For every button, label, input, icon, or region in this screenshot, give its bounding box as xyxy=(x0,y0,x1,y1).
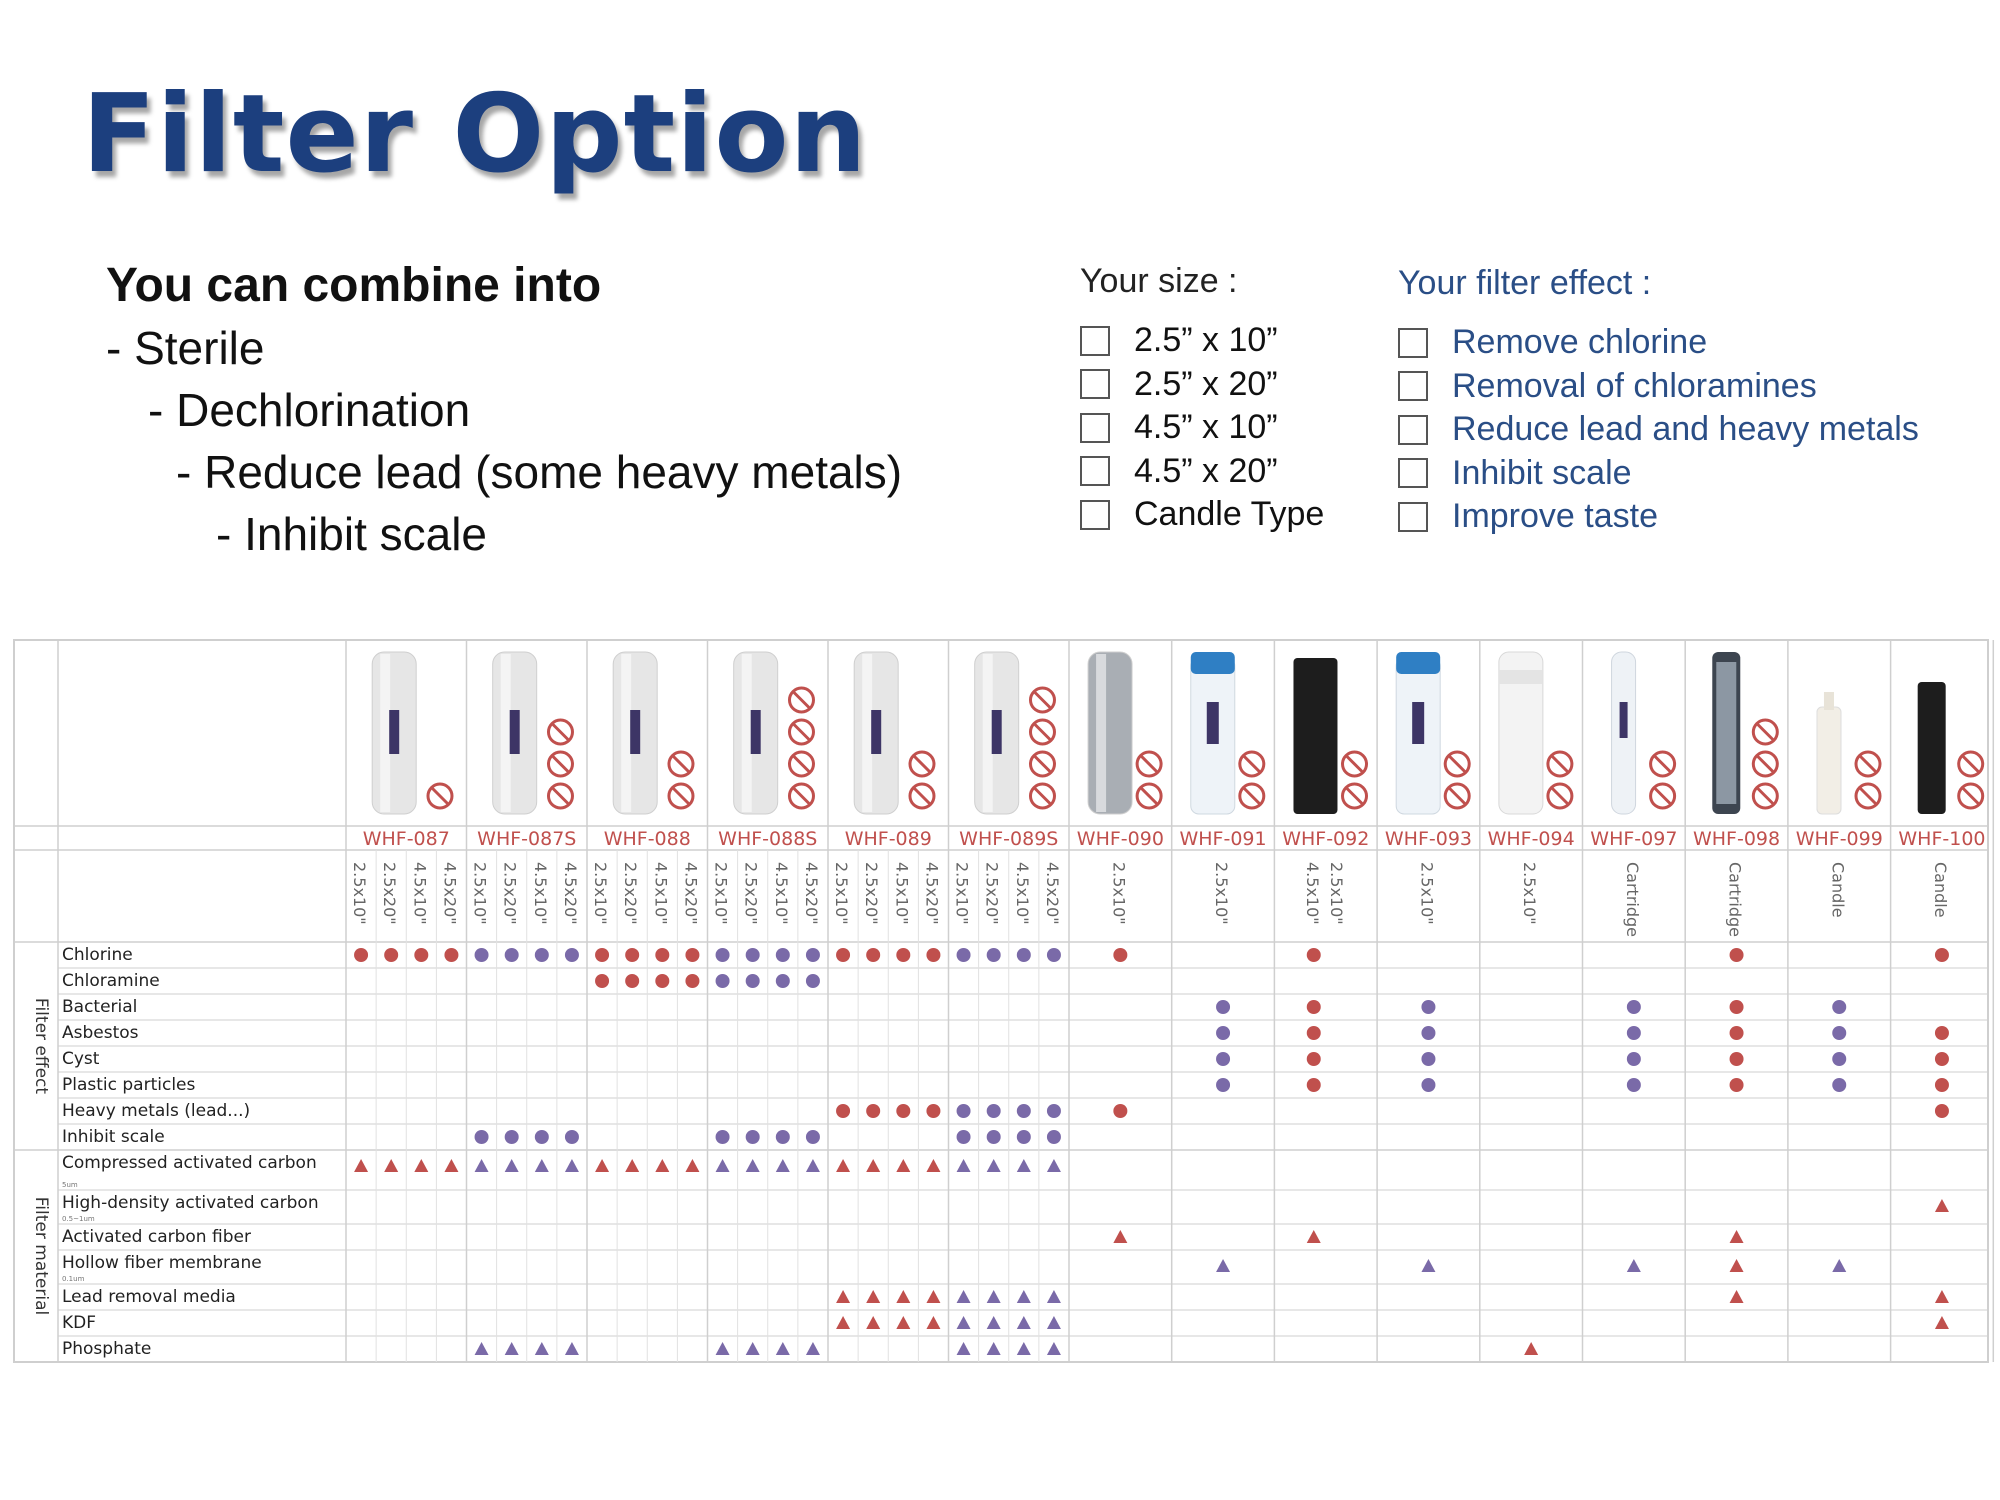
brand-label-icon xyxy=(1412,702,1424,744)
size-label: 2.5x10" xyxy=(350,862,370,925)
size-option-label: 4.5” x 20” xyxy=(1134,451,1278,490)
model-name: WHF-099 xyxy=(1795,828,1883,850)
mark-dot xyxy=(595,948,609,962)
mark-dot xyxy=(1421,1052,1435,1066)
mark-dot xyxy=(595,974,609,988)
model-name: WHF-092 xyxy=(1282,828,1370,850)
group-label-filter-effect: Filter effect xyxy=(31,997,51,1095)
mark-dot xyxy=(1307,1052,1321,1066)
mark-dot xyxy=(565,1130,579,1144)
mark-dot xyxy=(1307,948,1321,962)
mark-dot xyxy=(1935,948,1949,962)
mark-dot xyxy=(716,974,730,988)
brand-label-icon xyxy=(630,710,640,754)
mark-dot xyxy=(444,948,458,962)
combine-item-dechlorination: - Dechlorination xyxy=(148,384,471,436)
mark-dot xyxy=(1730,948,1744,962)
mark-dot xyxy=(776,1130,790,1144)
size-label: 2.5x10" xyxy=(711,862,731,925)
size-label: 2.5x10" xyxy=(952,862,972,925)
size-label: 4.5x10" xyxy=(771,862,791,925)
size-label: 4.5x10" xyxy=(651,862,671,925)
mark-dot xyxy=(1730,1026,1744,1040)
mark-dot xyxy=(776,974,790,988)
size-label: 2.5x20" xyxy=(862,862,882,925)
row-label: Heavy metals (lead...) xyxy=(62,1101,251,1121)
mark-dot xyxy=(1017,1104,1031,1118)
effect-option-label: Reduce lead and heavy metals xyxy=(1452,410,1919,449)
mark-dot xyxy=(836,1104,850,1118)
size-label: 4.5x20" xyxy=(560,862,580,925)
mark-dot xyxy=(1832,1026,1846,1040)
mark-dot xyxy=(987,1104,1001,1118)
cartridge-cap xyxy=(1396,652,1440,674)
mark-dot xyxy=(475,1130,489,1144)
size-heading: Your size : xyxy=(1080,262,1238,300)
mark-dot xyxy=(1935,1104,1949,1118)
mark-dot xyxy=(1047,948,1061,962)
mark-dot xyxy=(1307,1000,1321,1014)
size-label: 2.5x10" xyxy=(470,862,490,925)
size-label: 4.5x10" xyxy=(530,862,550,925)
cartridge-core xyxy=(1716,662,1736,804)
group-label-filter-material: Filter material xyxy=(31,1196,51,1316)
size-option-label: 4.5” x 10” xyxy=(1134,408,1278,447)
size-label: 4.5x10" xyxy=(410,862,430,925)
row-note: 5um xyxy=(62,1181,78,1189)
mark-dot xyxy=(1627,1000,1641,1014)
mark-dot xyxy=(1421,1000,1435,1014)
size-label: 4.5x20" xyxy=(922,862,942,925)
mark-dot xyxy=(1832,1078,1846,1092)
size-option-label: Candle Type xyxy=(1134,495,1325,534)
mark-dot xyxy=(1935,1052,1949,1066)
mark-dot xyxy=(685,948,699,962)
mark-dot xyxy=(776,948,790,962)
cartridge-icon xyxy=(1088,652,1132,814)
mark-dot xyxy=(625,948,639,962)
size-label: 4.5x10" xyxy=(1302,862,1322,925)
size-label: 2.5x10" xyxy=(832,862,852,925)
effect-option-label: Improve taste xyxy=(1452,497,1658,536)
mark-dot xyxy=(987,1130,1001,1144)
mark-dot xyxy=(354,948,368,962)
cartridge-icon xyxy=(1918,682,1946,814)
model-name: WHF-094 xyxy=(1487,828,1575,850)
row-label: Lead removal media xyxy=(62,1287,236,1307)
mark-dot xyxy=(1832,1052,1846,1066)
size-label: 2.5x20" xyxy=(621,862,641,925)
effect-heading: Your filter effect : xyxy=(1398,264,1652,302)
size-label: 2.5x10" xyxy=(1212,862,1232,925)
mark-dot xyxy=(1216,1052,1230,1066)
size-label: 2.5x10" xyxy=(591,862,611,925)
size-label: 2.5x20" xyxy=(380,862,400,925)
mark-dot xyxy=(1216,1078,1230,1092)
mark-dot xyxy=(806,974,820,988)
row-label: Chloramine xyxy=(62,971,160,991)
mark-dot xyxy=(957,1104,971,1118)
size-label: 2.5x10" xyxy=(1109,862,1129,925)
mark-dot xyxy=(1832,1000,1846,1014)
size-label: Cartridge xyxy=(1622,862,1642,938)
size-label: 2.5x20" xyxy=(982,862,1002,925)
model-name: WHF-100 xyxy=(1898,828,1986,850)
model-name: WHF-097 xyxy=(1590,828,1678,850)
mark-dot xyxy=(1216,1026,1230,1040)
mark-dot xyxy=(1935,1026,1949,1040)
effect-option-label: Remove chlorine xyxy=(1452,323,1708,362)
row-label: Activated carbon fiber xyxy=(62,1227,251,1247)
cartridge-cap xyxy=(1824,692,1834,710)
row-note: 0.1um xyxy=(62,1275,85,1283)
mark-dot xyxy=(505,948,519,962)
mark-dot xyxy=(896,1104,910,1118)
mark-dot xyxy=(1047,1130,1061,1144)
mark-dot xyxy=(1307,1078,1321,1092)
size-label: 4.5x20" xyxy=(1042,862,1062,925)
size-label: Candle xyxy=(1930,862,1950,918)
mark-dot xyxy=(1017,948,1031,962)
mark-dot xyxy=(716,948,730,962)
mark-dot xyxy=(836,948,850,962)
cartridge-cap xyxy=(1191,652,1235,674)
mark-dot xyxy=(926,948,940,962)
mark-dot xyxy=(1935,1078,1949,1092)
mark-dot xyxy=(806,1130,820,1144)
row-note: 0.5~1um xyxy=(62,1215,95,1223)
model-name: WHF-089 xyxy=(844,828,932,850)
mark-dot xyxy=(1017,1130,1031,1144)
cartridge-highlight xyxy=(1096,654,1106,812)
mark-dot xyxy=(384,948,398,962)
row-label: Plastic particles xyxy=(62,1075,196,1095)
mark-dot xyxy=(655,948,669,962)
mark-dot xyxy=(1113,1104,1127,1118)
mark-dot xyxy=(866,1104,880,1118)
size-label: 2.5x20" xyxy=(741,862,761,925)
combine-heading: You can combine into xyxy=(106,259,602,312)
cartridge-highlight xyxy=(742,654,752,812)
row-label: Chlorine xyxy=(62,945,133,965)
row-label: Phosphate xyxy=(62,1339,152,1359)
combine-item-inhibit-scale: - Inhibit scale xyxy=(216,508,488,560)
mark-dot xyxy=(1216,1000,1230,1014)
mark-dot xyxy=(535,1130,549,1144)
mark-dot xyxy=(475,948,489,962)
mark-dot xyxy=(866,948,880,962)
mark-dot xyxy=(1730,1052,1744,1066)
model-name: WHF-088 xyxy=(603,828,691,850)
brand-label-icon xyxy=(510,710,520,754)
brand-label-icon xyxy=(871,710,881,754)
effect-option-label: Removal of chloramines xyxy=(1452,366,1817,405)
size-label: 2.5x10" xyxy=(1520,862,1540,925)
mark-dot xyxy=(1730,1000,1744,1014)
row-label: Cyst xyxy=(62,1049,100,1069)
cartridge-highlight xyxy=(862,654,872,812)
model-name: WHF-088S xyxy=(718,828,818,850)
mark-dot xyxy=(957,1130,971,1144)
mark-dot xyxy=(535,948,549,962)
mark-dot xyxy=(1421,1026,1435,1040)
mark-dot xyxy=(1421,1078,1435,1092)
mark-dot xyxy=(1627,1052,1641,1066)
mark-dot xyxy=(746,1130,760,1144)
size-label: Cartridge xyxy=(1725,862,1745,938)
cartridge-highlight xyxy=(380,654,390,812)
mark-dot xyxy=(625,974,639,988)
model-name: WHF-093 xyxy=(1384,828,1473,850)
cartridge-cap xyxy=(1499,670,1543,684)
brand-label-icon xyxy=(389,710,399,754)
mark-dot xyxy=(505,1130,519,1144)
mark-dot xyxy=(746,948,760,962)
mark-dot xyxy=(716,1130,730,1144)
row-label: Compressed activated carbon xyxy=(62,1153,317,1173)
mark-dot xyxy=(1113,948,1127,962)
size-option-label: 2.5” x 20” xyxy=(1134,364,1278,403)
combine-item-reduce-lead: - Reduce lead (some heavy metals) xyxy=(176,446,903,498)
model-name: WHF-098 xyxy=(1692,828,1781,850)
mark-dot xyxy=(1047,1104,1061,1118)
size-label: 2.5x10" xyxy=(1326,862,1346,925)
size-label: 4.5x10" xyxy=(1012,862,1032,925)
page-title: Filter Option xyxy=(82,72,868,197)
brand-label-icon xyxy=(1620,702,1628,738)
row-label: KDF xyxy=(62,1313,97,1333)
size-label: 2.5x10" xyxy=(1417,862,1437,925)
size-label: 4.5x10" xyxy=(892,862,912,925)
size-label: 2.5x20" xyxy=(500,862,520,925)
cartridge-icon xyxy=(1817,707,1841,814)
model-name: WHF-087 xyxy=(362,828,450,850)
mark-dot xyxy=(685,974,699,988)
row-label: Asbestos xyxy=(62,1023,139,1043)
row-label: Hollow fiber membrane xyxy=(62,1253,262,1273)
size-label: 4.5x20" xyxy=(440,862,460,925)
effect-option-label: Inhibit scale xyxy=(1452,453,1632,492)
mark-dot xyxy=(1627,1026,1641,1040)
size-label: Candle xyxy=(1828,862,1848,918)
mark-dot xyxy=(1730,1078,1744,1092)
size-option-label: 2.5” x 10” xyxy=(1134,321,1278,360)
brand-label-icon xyxy=(992,710,1002,754)
size-label: 4.5x20" xyxy=(801,862,821,925)
model-name: WHF-087S xyxy=(477,828,577,850)
mark-dot xyxy=(414,948,428,962)
brand-label-icon xyxy=(751,710,761,754)
cartridge-highlight xyxy=(501,654,511,812)
model-name: WHF-091 xyxy=(1179,828,1267,850)
mark-dot xyxy=(1307,1026,1321,1040)
mark-dot xyxy=(806,948,820,962)
cartridge-highlight xyxy=(983,654,993,812)
mark-dot xyxy=(926,1104,940,1118)
mark-dot xyxy=(746,974,760,988)
mark-dot xyxy=(896,948,910,962)
cartridge-icon xyxy=(1293,658,1337,814)
mark-dot xyxy=(655,974,669,988)
combine-item-sterile: - Sterile xyxy=(106,322,265,374)
model-name: WHF-090 xyxy=(1076,828,1164,850)
model-name: WHF-089S xyxy=(959,828,1059,850)
brand-label-icon xyxy=(1207,702,1219,744)
mark-dot xyxy=(957,948,971,962)
mark-dot xyxy=(565,948,579,962)
row-label: High-density activated carbon xyxy=(62,1193,319,1213)
size-label: 4.5x20" xyxy=(681,862,701,925)
cartridge-highlight xyxy=(621,654,631,812)
row-label: Bacterial xyxy=(62,997,138,1017)
mark-dot xyxy=(987,948,1001,962)
row-label: Inhibit scale xyxy=(62,1127,165,1147)
mark-dot xyxy=(1627,1078,1641,1092)
